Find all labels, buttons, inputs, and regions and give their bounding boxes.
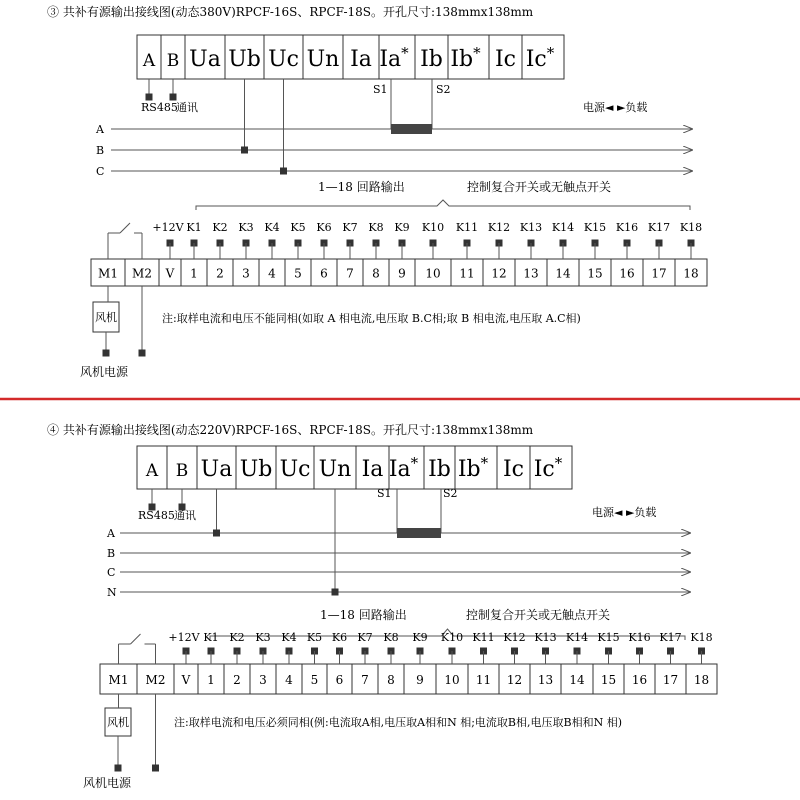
k-label: K2 <box>229 631 245 644</box>
bottom-terminal-label: 14 <box>555 266 571 281</box>
fan-power-label: 风机电源 <box>80 365 129 379</box>
k-label: K3 <box>255 631 271 644</box>
top-terminal-label: Ua <box>200 457 233 482</box>
current-transformer <box>397 528 441 538</box>
bottom-terminal-label: 1 <box>190 266 198 281</box>
comm-label: 通讯 <box>174 509 196 522</box>
top-terminal-label: Ub <box>228 47 261 72</box>
phase-label: B <box>96 144 105 157</box>
bottom-terminal-label: M2 <box>132 266 152 281</box>
k-label: +12V <box>152 221 184 234</box>
top-terminal-label: Ic* <box>525 44 555 72</box>
s2-label: S2 <box>436 83 451 96</box>
k-label: K4 <box>281 631 297 644</box>
voltage-tap-dot <box>332 589 339 596</box>
fan-power-dot <box>152 765 159 772</box>
top-terminal-label: Ua <box>189 47 221 72</box>
relay-contact <box>131 634 141 644</box>
direction-label: 电源◄ ►负载 <box>592 506 657 519</box>
top-terminal-label: Ia* <box>388 454 419 482</box>
k-label: K10 <box>440 631 464 644</box>
diagram-title: ③ 共补有源输出接线图(动态380V)RPCF-16S、RPCF-18S。开孔尺寸:138mmx138mm <box>47 5 534 19</box>
k-label: K10 <box>421 221 445 234</box>
bottom-terminal-label: M1 <box>98 266 118 281</box>
bottom-terminal-label: 13 <box>523 266 539 281</box>
k-label: K13 <box>519 221 543 234</box>
top-terminal-label: Ib <box>428 457 451 482</box>
k-label: K1 <box>186 221 202 234</box>
k-label: K11 <box>455 221 479 234</box>
bottom-terminal-label: 15 <box>587 266 603 281</box>
s1-label: S1 <box>377 487 392 500</box>
fan-label: 风机 <box>107 716 129 729</box>
top-terminal-label: Ub <box>239 457 273 482</box>
k-label: K17 <box>647 221 671 234</box>
s1-label: S1 <box>373 83 388 96</box>
rs485-label: RS485 <box>141 101 178 114</box>
k-label: K9 <box>412 631 428 644</box>
bottom-terminal-label: 12 <box>491 266 507 281</box>
bottom-terminal-label: 4 <box>285 673 293 687</box>
top-terminal-label: B <box>166 51 180 71</box>
bottom-terminal-label: 4 <box>268 266 276 281</box>
bottom-terminal-label: 14 <box>569 673 585 687</box>
top-terminal-label: B <box>175 461 189 481</box>
top-terminal-label: Ic* <box>533 454 563 482</box>
bottom-terminal-label: 10 <box>425 266 441 281</box>
bottom-terminal-label: 1 <box>207 673 215 687</box>
bottom-terminal-label: 16 <box>631 673 648 687</box>
top-terminal-label: Ib* <box>450 44 481 72</box>
k-label: K5 <box>290 221 306 234</box>
fan-power-dot <box>139 350 146 357</box>
phase-label: B <box>107 547 116 560</box>
output-label: 1—18 回路输出 <box>318 180 405 194</box>
k-label: K17 <box>659 631 682 644</box>
wiring-note: 注:取样电流和电压不能同相(如取 A 相电流,电压取 B.C相;取 B 相电流,电压取 A.C相) <box>162 312 581 325</box>
k-label: K16 <box>628 631 651 644</box>
rs485-label: RS485 <box>138 509 175 522</box>
top-terminal-label: Ic <box>502 457 525 482</box>
bottom-terminal-label: 5 <box>310 673 319 687</box>
top-terminal-label: Ib* <box>457 454 489 482</box>
k-label: K2 <box>212 221 228 234</box>
diagram-title: ④ 共补有源输出接线图(动态220V)RPCF-16S、RPCF-18S。开孔尺寸:138mmx138mm <box>47 423 534 437</box>
bottom-terminal-label: 18 <box>693 673 710 687</box>
voltage-tap-dot <box>241 147 248 154</box>
k-label: K8 <box>368 221 384 234</box>
bottom-terminal-label: 11 <box>475 673 492 687</box>
top-terminal-label: Un <box>306 47 340 72</box>
bottom-terminal-label: 18 <box>683 266 699 281</box>
comm-label: 通讯 <box>176 101 198 114</box>
k-label: K15 <box>597 631 620 644</box>
fan-power-dot <box>115 765 122 772</box>
top-terminal-label: A <box>142 51 156 71</box>
bottom-terminal-label: 9 <box>416 673 424 687</box>
top-terminal-label: Ia <box>361 457 384 482</box>
k-label: K7 <box>357 631 373 644</box>
k-label: K4 <box>264 221 280 234</box>
direction-label: 电源◄ ►负载 <box>583 101 648 114</box>
bottom-terminal-label: M1 <box>108 673 129 687</box>
bottom-terminal-label: 8 <box>387 673 395 687</box>
diagram-section-220v <box>47 422 717 790</box>
wiring-note: 注:取样电流和电压必须同相(例:电流取A相,电压取A相和N 相;电流取B相,电压取B相和N 相) <box>174 716 622 729</box>
output-brace <box>196 200 690 210</box>
current-transformer <box>391 124 432 134</box>
k-label: K6 <box>316 221 332 234</box>
fan-power-label: 风机电源 <box>83 776 132 790</box>
bottom-terminal-label: M2 <box>145 673 166 687</box>
bottom-terminal-label: 3 <box>242 266 250 281</box>
bottom-terminal-label: 2 <box>233 673 241 687</box>
bottom-terminal-label: 10 <box>444 673 460 687</box>
top-terminal-label: Uc <box>268 47 299 72</box>
bottom-terminal-label: 12 <box>506 673 523 687</box>
bottom-terminal-label: 11 <box>459 266 475 281</box>
relay-contact <box>120 223 130 233</box>
bottom-terminal-label: V <box>181 673 191 687</box>
k-label: K12 <box>487 221 511 234</box>
k-label: K13 <box>534 631 557 644</box>
phase-label: N <box>107 586 117 599</box>
top-terminal-label: Ic <box>494 47 517 72</box>
bottom-terminal-label: 8 <box>372 266 380 281</box>
k-label: K16 <box>615 221 639 234</box>
top-terminal-label: A <box>145 461 159 481</box>
k-label: K6 <box>331 631 348 644</box>
bottom-terminal-label: 2 <box>216 266 224 281</box>
fan-power-dot <box>103 350 110 357</box>
bottom-terminal-label: 7 <box>346 266 354 281</box>
phase-label: C <box>96 165 105 178</box>
comm-terminal-dot <box>170 94 177 101</box>
phase-label: A <box>96 123 104 136</box>
k-label: K1 <box>203 631 219 644</box>
top-terminal-label: Uc <box>279 457 311 482</box>
k-label: K18 <box>679 221 703 234</box>
bottom-terminal-label: 5 <box>294 266 302 281</box>
k-label: +12V <box>168 631 200 644</box>
output-label: 1—18 回路输出 <box>320 608 407 622</box>
k-label: K5 <box>306 631 323 644</box>
phase-label: A <box>107 527 115 540</box>
top-terminal-label: Ib <box>420 47 443 72</box>
bottom-terminal-label: V <box>165 266 175 281</box>
bottom-terminal-label: 15 <box>600 673 617 687</box>
k-label: K7 <box>342 221 358 234</box>
fan-label: 风机 <box>95 311 117 324</box>
top-terminal-label: Ia <box>350 47 372 72</box>
k-label: K8 <box>383 631 399 644</box>
k-label: K18 <box>690 631 713 644</box>
bottom-terminal-label: 3 <box>259 673 267 687</box>
s2-label: S2 <box>443 487 458 500</box>
k-label: K11 <box>472 631 495 644</box>
diagram-section-380v <box>47 4 707 379</box>
voltage-tap-dot <box>280 168 287 175</box>
k-label: K9 <box>394 221 410 234</box>
bottom-terminal-label: 16 <box>619 266 635 281</box>
switch-label: 控制复合开关或无触点开关 <box>466 608 611 622</box>
k-label: K12 <box>503 631 526 644</box>
bottom-terminal-label: 17 <box>651 266 667 281</box>
voltage-tap-dot <box>213 530 220 537</box>
switch-label: 控制复合开关或无触点开关 <box>467 180 612 194</box>
top-terminal-label: Un <box>318 457 352 482</box>
k-label: K15 <box>583 221 607 234</box>
k-label: K14 <box>565 631 589 644</box>
phase-label: C <box>107 566 116 579</box>
bottom-terminal-label: 6 <box>335 673 344 687</box>
bottom-terminal-label: 7 <box>361 673 369 687</box>
k-label: K14 <box>551 221 575 234</box>
top-terminal-label: Ia* <box>379 44 409 72</box>
bottom-terminal-label: 6 <box>320 266 328 281</box>
k-label: K3 <box>238 221 254 234</box>
bottom-terminal-label: 9 <box>398 266 406 281</box>
comm-terminal-dot <box>146 94 153 101</box>
bottom-terminal-label: 13 <box>537 673 554 687</box>
bottom-terminal-label: 17 <box>662 673 679 687</box>
